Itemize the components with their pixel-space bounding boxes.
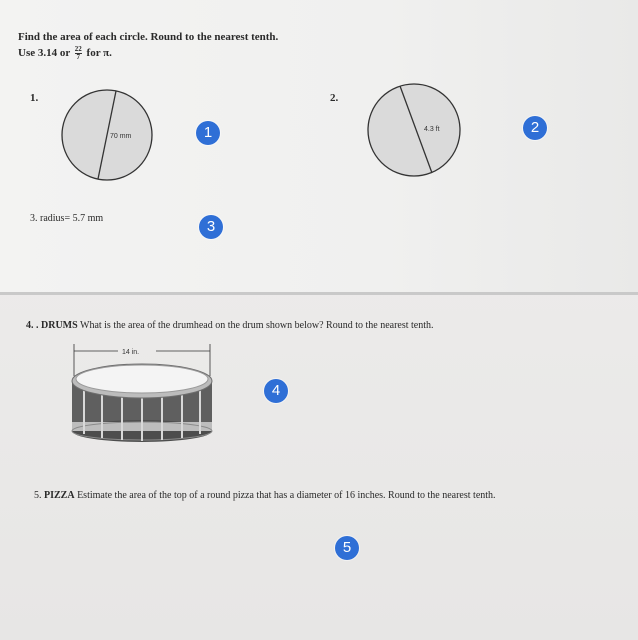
instructions-prefix: Use 3.14 or (18, 47, 71, 60)
circle-2 (368, 84, 460, 176)
drum-dimension-label: 14 in. (122, 349, 140, 356)
problem-5-text (34, 490, 634, 501)
instructions-suffix: for π. (86, 47, 112, 60)
drum-figure (62, 338, 222, 450)
annotation-badge-5: 5 (335, 536, 359, 560)
annotation-badge-3: 3 (199, 215, 223, 239)
annotation-badge-1: 1 (196, 121, 220, 145)
problem-5-number: 5. (34, 490, 42, 501)
problem-2-number: 2. (330, 92, 339, 104)
problem-3-text: 3. radius= 5.7 mm (30, 213, 104, 224)
diameter-label-1: 70 mm (110, 133, 132, 140)
problem-4-text (26, 320, 626, 331)
circle-figure-1 (58, 86, 158, 186)
fraction-22-7 (75, 46, 82, 61)
fraction-numerator: 22 (74, 45, 82, 53)
drumhead (76, 365, 208, 393)
problem-4-question: What is the area of the drumhead on the drum shown below? Round to the nearest tenth. (80, 320, 434, 331)
diameter-label-2: 4.3 ft (424, 126, 440, 133)
problem-4-number: 4. (26, 320, 34, 331)
fraction-denominator: 7 (76, 53, 81, 61)
instructions-line-2 (18, 46, 112, 61)
instructions-text: Find the area of each circle. Round to the nearest tenth. (18, 31, 279, 43)
annotation-badge-4: 4 (264, 379, 288, 403)
problem-5-title: PIZZA (44, 490, 75, 501)
circle-figure-2 (364, 80, 466, 182)
problem-5-question: Estimate the area of the top of a round pizza that has a diameter of 16 inches. Round to the nearest tenth. (77, 490, 496, 501)
problem-1-number: 1. (30, 92, 39, 104)
annotation-badge-2: 2 (523, 116, 547, 140)
instructions-line-1 (18, 30, 278, 44)
problem-4-title: . DRUMS (36, 320, 78, 331)
